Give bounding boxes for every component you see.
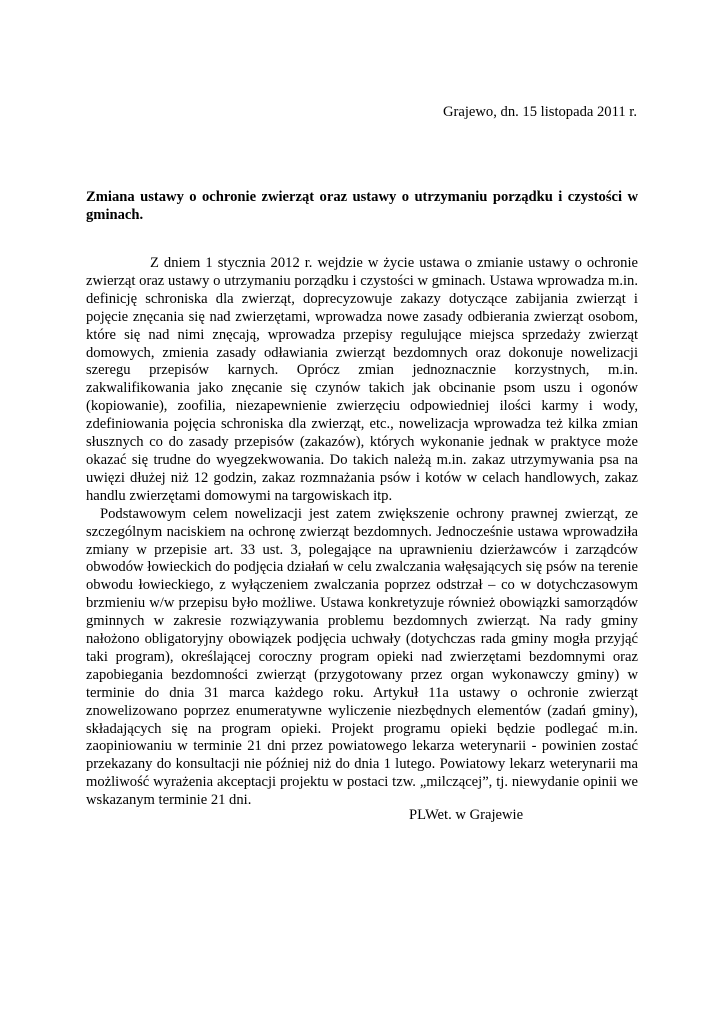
signature: PLWet. w Grajewie: [409, 807, 524, 823]
date-line: Grajewo, dn. 15 listopada 2011 r.: [442, 104, 637, 120]
paragraph-2: Podstawowym celem nowelizacji jest zatem zwiększenie ochrony prawnej zwierząt, ze szczególnym naciskiem na ochronę zwierząt bezdomnych. Jednocześnie ustawa wprowadziła zmiany w przepisie art. 33 ust. 3, polegające na uprawnieniu dzierżawców i zarządców obwodów łowieckich do podjęcia działań w celu zwalczania wałęsających się psów na terenie obwodu łowieckiego, z wyłączeniem zwalczania poprzez odstrzał – co w dotychczasowym brzmieniu w/w przepisu było możliwe. Ustawa konkretyzuje również obowiązki samorządów gminnych w zakresie rozwiązywania problemu bezdomnych zwierząt. Na rady gminy nałożono obligatoryjny obowiązek podjęcia uchwały (dotychczas rada gminy mogła przyjąć taki program), określającej coroczny program opieki nad zwierzętami bezdomnymi oraz zapobiegania bezdomności zwierząt (przygotowany przez organ wykonawczy gminy) w terminie do dnia 31 marca każdego roku. Artykuł 11a ustawy o ochronie zwierząt znowelizowano poprzez enumeratywne wyliczenie niezbędnych elementów (zadań gminy), składających się na program opieki. Projekt programu opieki będzie podlegać m.in. zaopiniowaniu w terminie 21 dni przez powiatowego lekarza weterynarii - powinien zostać przekazany do konsultacji nie później niż do dnia 1 lutego. Powiatowy lekarz weterynarii ma możliwość wyrażenia akceptacji projektu w postaci tzw. „milczącej”, tj. niewydanie opinii we wskazanym terminie 21 dni.: [86, 505, 638, 809]
paragraph-1: Z dniem 1 stycznia 2012 r. wejdzie w życie ustawa o zmianie ustawy o ochronie zwierząt oraz ustawy o utrzymaniu porządku i czystości w gminach. Ustawa wprowadza m.in. definicję schroniska dla zwierząt, doprecyzowuje zakazy dotyczące zabijania zwierząt i pojęcie znęcania się nad zwierzętami, wprowadza nowe zasady odbierania zwierząt osobom, które się nad nimi znęcają, wprowadza przepisy regulujące miejsca sprzedaży zwierząt domowych, zmienia zasady odławiania zwierząt bezdomnych oraz dokonuje nowelizacji szeregu przepisów karnych. Oprócz zmian jednoznacznie korzystnych, m.in. zakwalifikowania jako znęcanie się czynów takich jak obcinanie psom uszu i ogonów (kopiowanie), zoofilia, niezapewnienie zwierzęciu odpowiedniej ilości karmy i wody, zdefiniowania pojęcia schroniska dla zwierząt, etc., nowelizacja wprowadza też kilka zmian słusznych co do zasady przepisów (zakazów), których wykonanie jednak w praktyce może okazać się trudne do wyegzekwowania. Do takich należą m.in. zakaz utrzymywania psa na uwięzi dłużej niż 12 godzin, zakaz rozmnażania psów i kotów w celach handlowych, zakaz handlu zwierzętami domowymi na targowiskach itp.: [86, 255, 638, 504]
document-title: Zmiana ustawy o ochronie zwierząt oraz ustawy o utrzymaniu porządku i czystości w gminach.: [86, 189, 638, 224]
document-body: [86, 255, 638, 810]
